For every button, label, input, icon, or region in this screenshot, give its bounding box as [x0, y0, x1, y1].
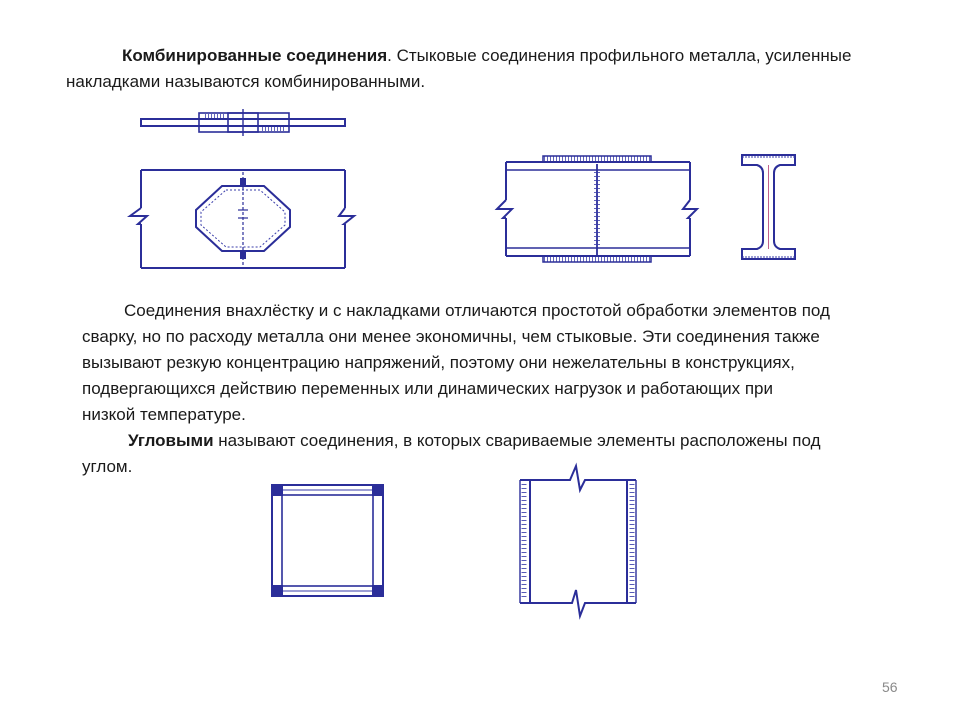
paragraph-lap-joints: Соединения внахлёстку и с накладками отличаются простотой обработки элементов под сварку, но по расходу металла они менее экономичны, чем стыковые. Эти соединения также вызывают резкую концентрацию напряжений, поэтому они нежелательны в конструкциях, подвергающихся действию переменных или динамических нагрузок и работающих при низкой температуре. [82, 301, 830, 424]
term-combined-joints: Комбинированные соединения [122, 46, 388, 65]
ibeam-cross-section [742, 155, 795, 259]
paragraph-combined-joints: Комбинированные соединения. Стыковые соединения профильного металла, усиленные накладками называются комбинированными. [66, 46, 852, 91]
paragraph-corner-joints: Угловыми называют соединения, в которых свариваемые элементы расположены под углом. [82, 431, 821, 476]
page-number: 56 [882, 679, 898, 695]
ibeam-splice-side-view [497, 156, 697, 262]
corner-frame-square [271, 484, 384, 597]
corner-joint-strip-view [520, 466, 636, 616]
combined-joint-plan-side-view [141, 109, 345, 136]
term-corner-joints: Угловыми [128, 431, 214, 450]
combined-joint-plan-top-view [130, 170, 354, 268]
